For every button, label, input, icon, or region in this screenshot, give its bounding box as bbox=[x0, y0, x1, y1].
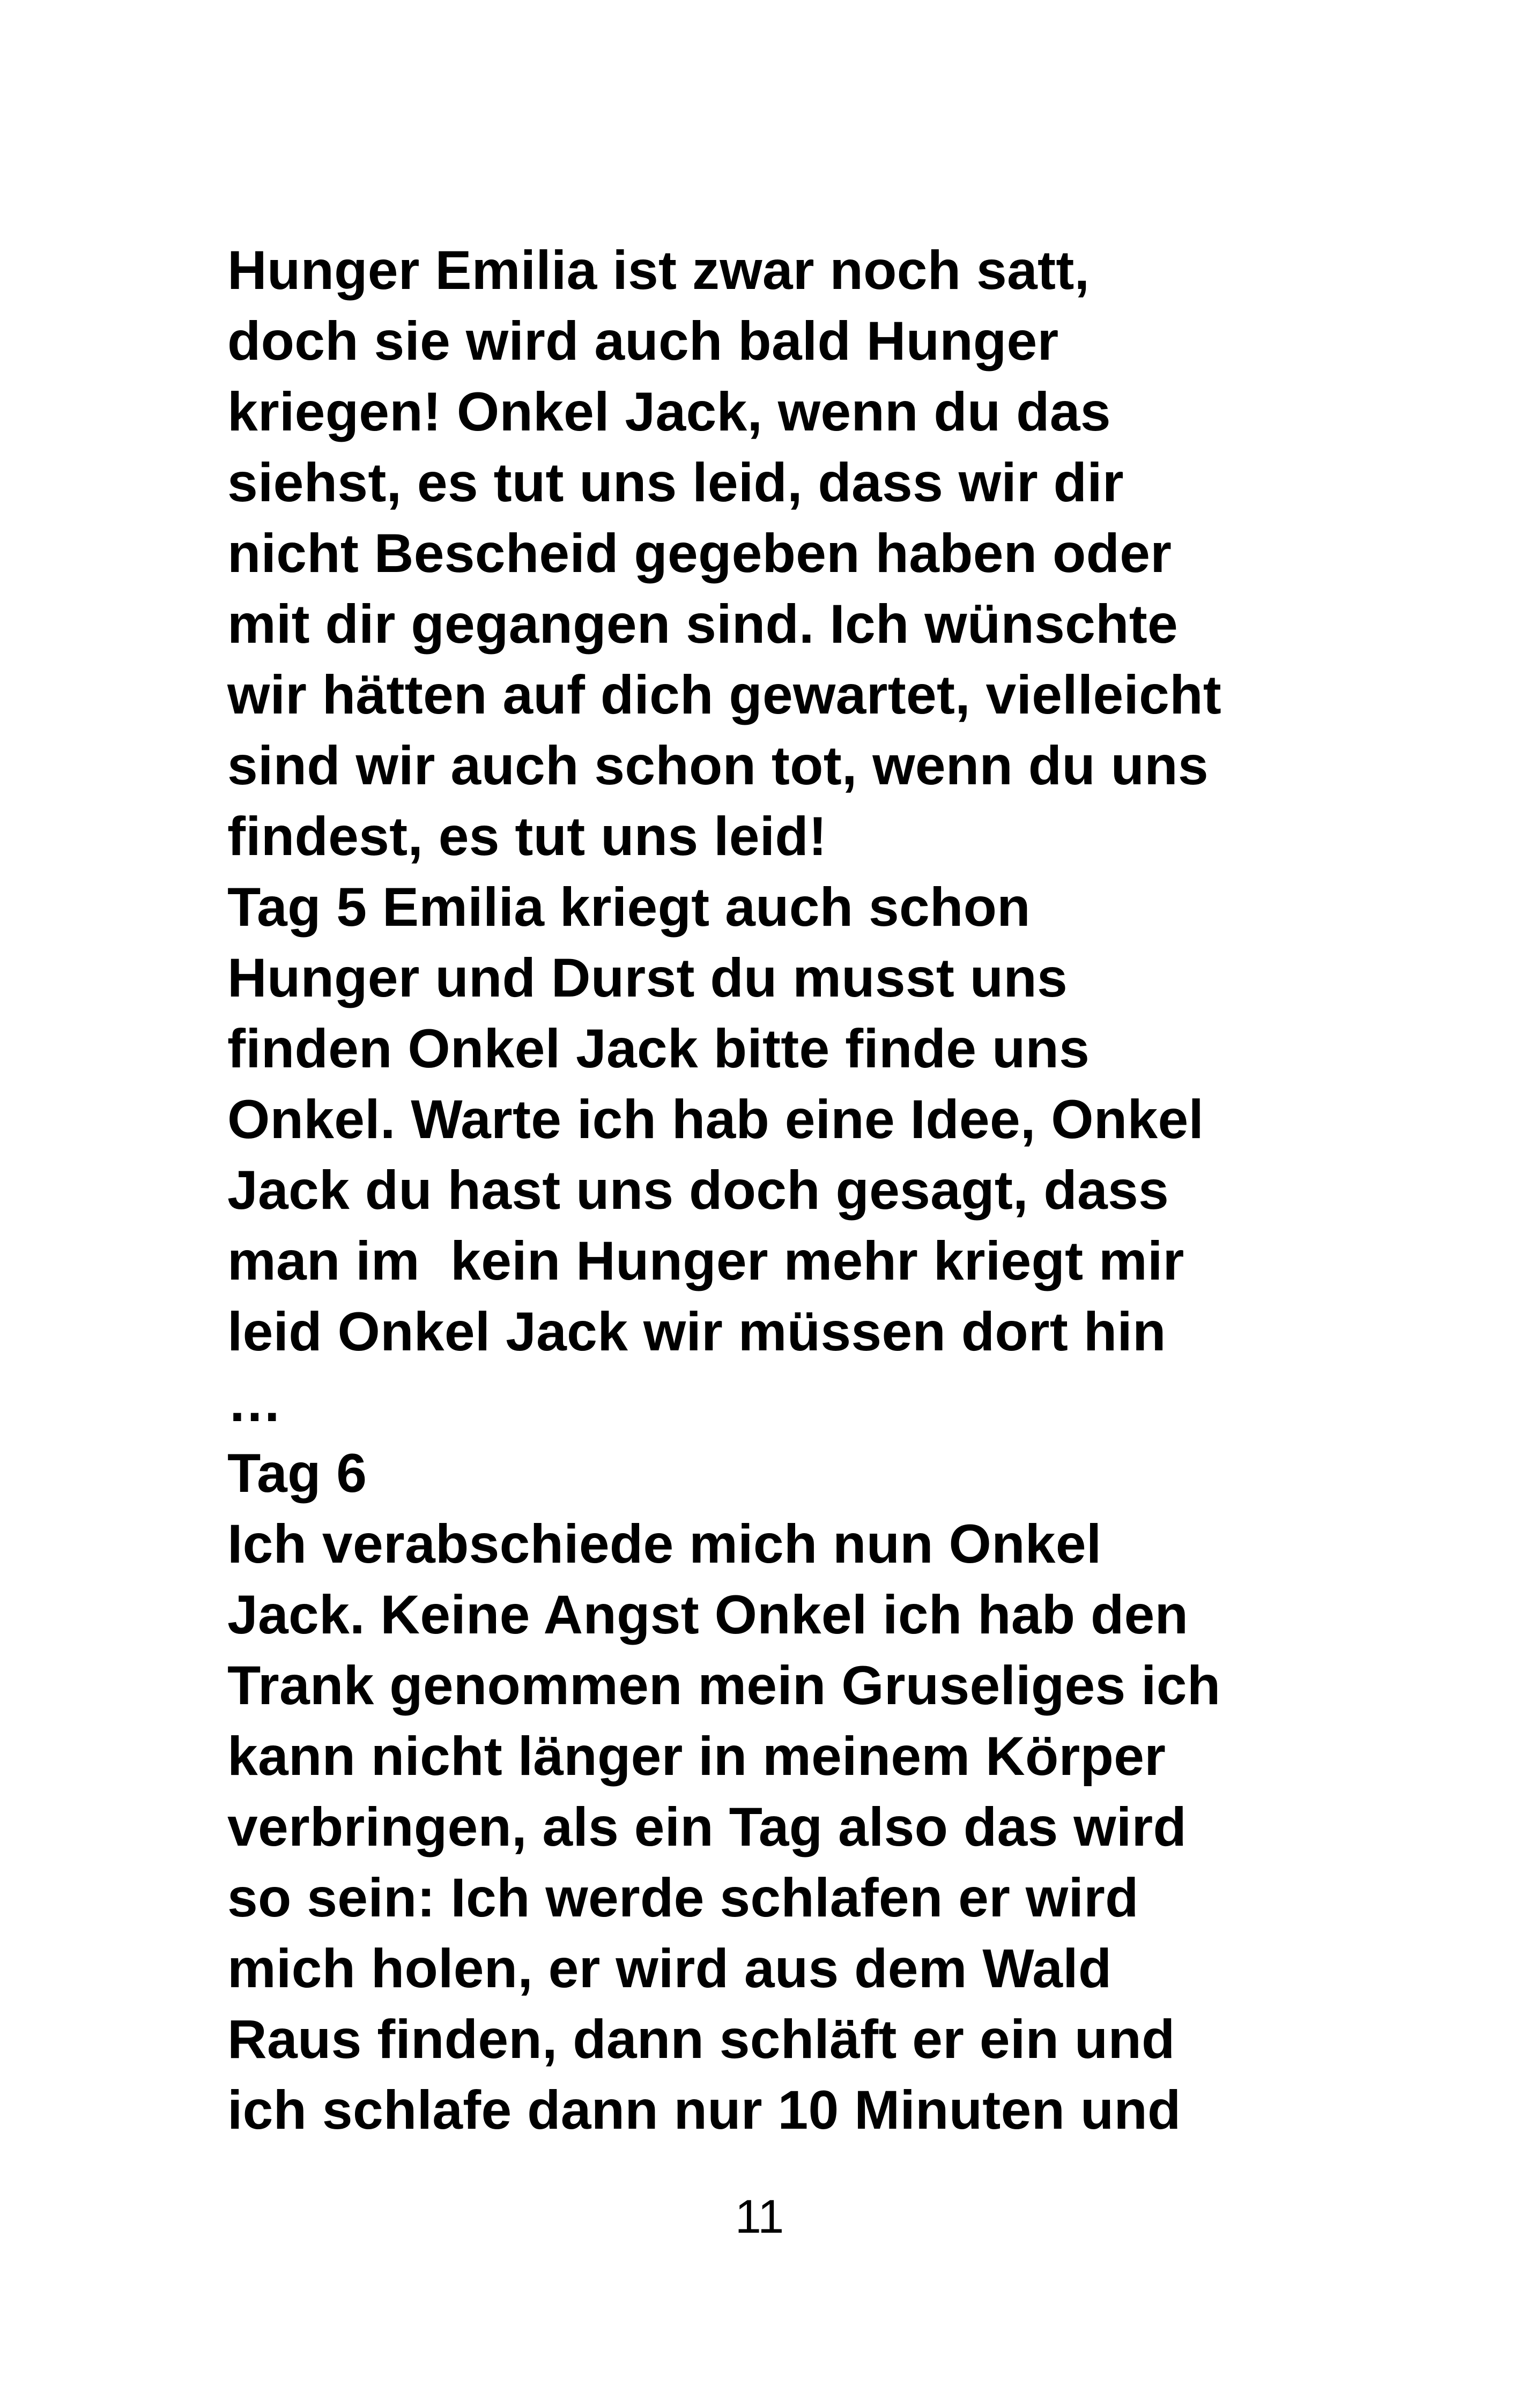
day-heading: Tag 6 bbox=[227, 1443, 367, 1504]
text-line: Onkel. Warte ich hab eine Idee, Onkel bbox=[227, 1089, 1204, 1150]
body-text bbox=[227, 235, 1332, 2145]
text-line: kann nicht länger in meinem Körper bbox=[227, 1726, 1166, 1787]
text-line: Jack. Keine Angst Onkel ich hab den bbox=[227, 1584, 1189, 1645]
text-line: kriegen! Onkel Jack, wenn du das bbox=[227, 381, 1111, 442]
text-line: wir hätten auf dich gewartet, vielleicht bbox=[227, 664, 1222, 725]
text-line: Tag 5 Emilia kriegt auch schon bbox=[227, 876, 1031, 938]
text-line: verbringen, als ein Tag also das wird bbox=[227, 1796, 1187, 1857]
text-line: man im kein Hunger mehr kriegt mir bbox=[227, 1230, 1184, 1291]
text-line: sind wir auch schon tot, wenn du uns bbox=[227, 735, 1209, 796]
text-line: doch sie wird auch bald Hunger bbox=[227, 310, 1059, 371]
text-line: Hunger Emilia ist zwar noch satt, bbox=[227, 240, 1090, 301]
text-line: Jack du hast uns doch gesagt, dass bbox=[227, 1160, 1169, 1221]
page-number: 11 bbox=[735, 2190, 784, 2243]
text-line: Trank genommen mein Gruseliges ich bbox=[227, 1655, 1221, 1716]
text-line: ich schlafe dann nur 10 Minuten und bbox=[227, 2079, 1181, 2141]
text-line: Hunger und Durst du musst uns bbox=[227, 947, 1068, 1008]
text-line: nicht Bescheid gegeben haben oder bbox=[227, 523, 1172, 584]
text-line: findest, es tut uns leid! bbox=[227, 806, 827, 867]
text-line: Raus finden, dann schläft er ein und bbox=[227, 2009, 1175, 2070]
ellipsis-line: … bbox=[227, 1372, 283, 1433]
text-line: leid Onkel Jack wir müssen dort hin bbox=[227, 1301, 1166, 1362]
text-line: finden Onkel Jack bitte finde uns bbox=[227, 1018, 1090, 1079]
text-line: so sein: Ich werde schlafen er wird bbox=[227, 1867, 1139, 1928]
text-line: siehst, es tut uns leid, dass wir dir bbox=[227, 452, 1124, 513]
text-line: Ich verabschiede mich nun Onkel bbox=[227, 1513, 1102, 1574]
text-line: mit dir gegangen sind. Ich wünschte bbox=[227, 593, 1179, 655]
text-line: mich holen, er wird aus dem Wald bbox=[227, 1938, 1112, 1999]
